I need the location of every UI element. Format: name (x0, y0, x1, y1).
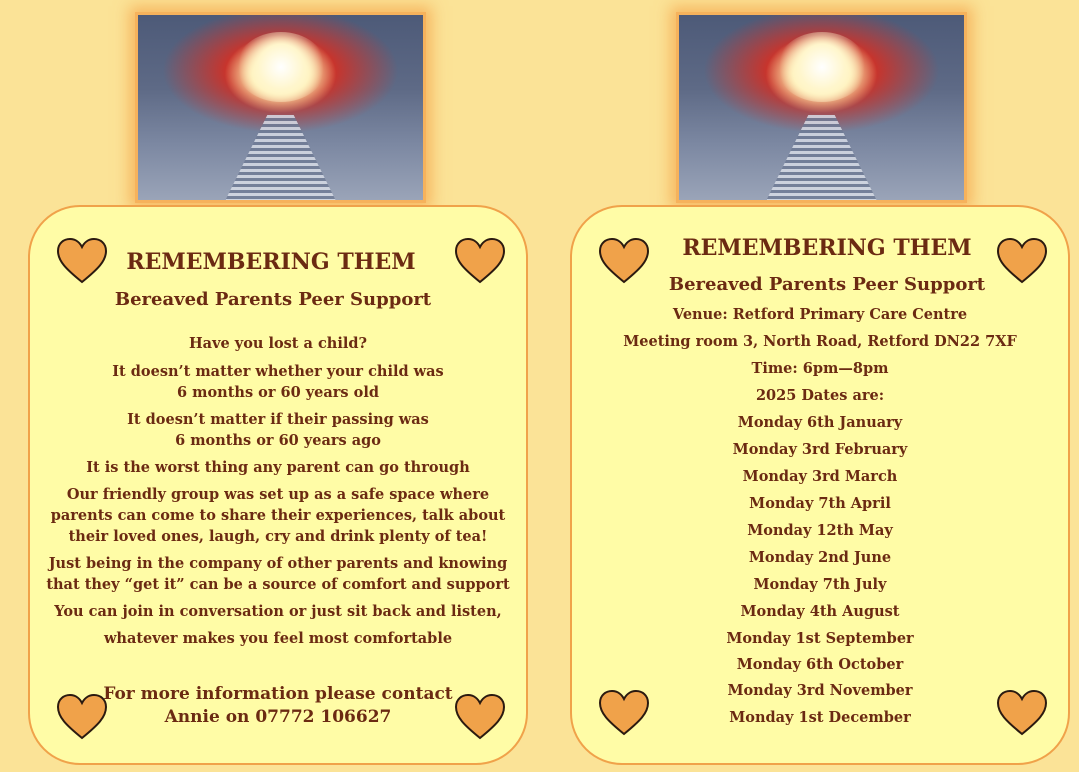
body-line: It doesn’t matter whether your child was (112, 363, 444, 380)
dates-heading: 2025 Dates are: (755, 387, 885, 404)
staircase (226, 115, 336, 200)
body-line: their loved ones, laugh, cry and drink plenty of tea! (68, 528, 488, 545)
date-item: Monday 6th October (736, 656, 904, 673)
body-line: whatever makes you feel most comfortable (103, 630, 453, 647)
time-line: Time: 6pm—8pm (751, 360, 889, 377)
card-title: REMEMBERING THEM (126, 249, 416, 275)
date-item: Monday 1st September (726, 630, 914, 647)
right-dates-card (570, 205, 1070, 765)
date-item: Monday 7th July (753, 576, 887, 593)
card-subtitle: Bereaved Parents Peer Support (668, 274, 986, 295)
card-title: REMEMBERING THEM (682, 235, 972, 261)
body-line: It doesn’t matter if their passing was (127, 411, 429, 428)
contact-line: For more information please contact (103, 684, 453, 704)
date-item: Monday 3rd March (742, 468, 898, 485)
staircase (767, 115, 877, 200)
left-heaven-photo (135, 12, 426, 203)
date-item: Monday 7th April (749, 495, 891, 512)
venue-line: Venue: Retford Primary Care Centre (672, 306, 968, 323)
address-line: Meeting room 3, North Road, Retford DN22 7XF (623, 333, 1017, 350)
date-item: Monday 1st December (729, 709, 911, 726)
body-line: that they “get it” can be a source of comfort and support (46, 576, 510, 593)
left-info-card (28, 205, 528, 765)
heart-glow (777, 32, 867, 102)
heart-glow (236, 32, 326, 102)
body-line: You can join in conversation or just sit back and listen, (54, 603, 502, 620)
date-item: Monday 3rd November (727, 682, 913, 699)
date-item: Monday 3rd February (732, 441, 908, 458)
body-line: Just being in the company of other parents and knowing (48, 555, 508, 572)
body-line: parents can come to share their experiences, talk about (50, 507, 506, 524)
body-line: 6 months or 60 years ago (175, 432, 381, 449)
body-line: It is the worst thing any parent can go through (86, 459, 470, 476)
card-subtitle: Bereaved Parents Peer Support (114, 289, 432, 310)
date-item: Monday 12th May (747, 522, 893, 539)
date-item: Monday 2nd June (748, 549, 892, 566)
contact-phone: Annie on 07772 106627 (164, 707, 392, 727)
body-line: Our friendly group was set up as a safe space where (66, 486, 490, 503)
body-line: 6 months or 60 years old (177, 384, 379, 401)
body-line: Have you lost a child? (188, 335, 368, 352)
date-item: Monday 6th January (737, 414, 903, 431)
date-item: Monday 4th August (740, 603, 900, 620)
right-heaven-photo (676, 12, 967, 203)
